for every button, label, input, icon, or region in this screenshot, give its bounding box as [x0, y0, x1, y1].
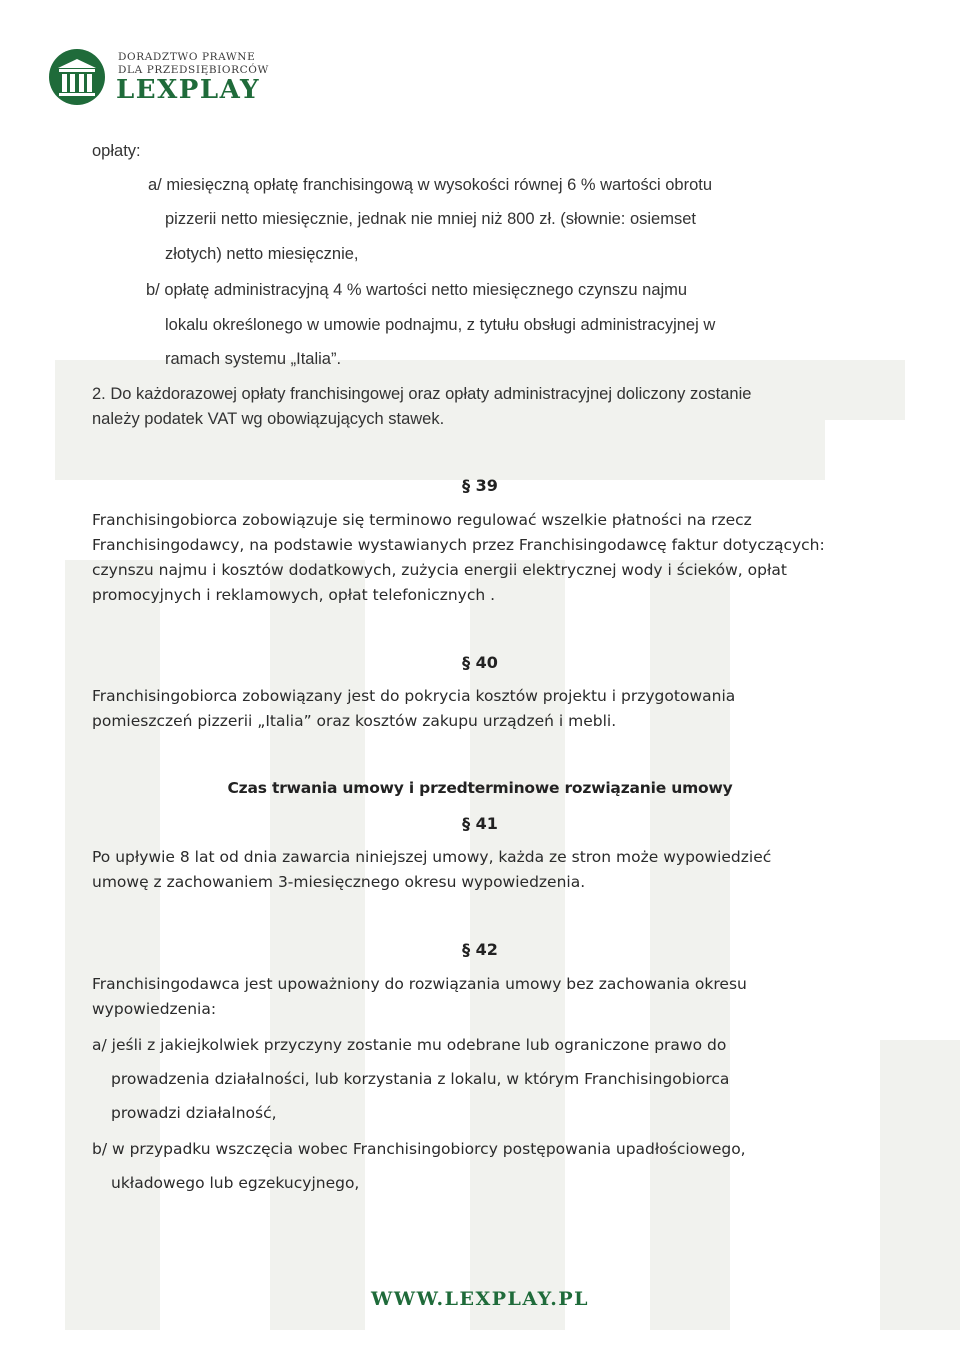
logo-tagline-1: DORADZTWO PRAWNE — [118, 51, 256, 63]
section-41-title: § 41 — [462, 814, 498, 833]
chapter-heading: Czas trwania umowy i przedterminowe rozwiązanie umowy — [227, 779, 733, 797]
section-39-line-4: promocyjnych i reklamowych, opłat telefonicznych . — [92, 586, 496, 604]
section-42-b-line-1: b/ w przypadku wszczęcia wobec Franchisingobiorcy postępowania upadłościowego, — [92, 1140, 746, 1158]
section-42-a-line-1: a/ jeśli z jakiejkolwiek przyczyny zostanie mu odebrane lub ograniczone prawo do — [92, 1036, 727, 1054]
section-42-line-2: wypowiedzenia: — [92, 1000, 217, 1018]
fee-a-line-1: a/ miesięczną opłatę franchisingową w wysokości równej 6 % wartości obrotu — [148, 176, 713, 194]
section-42-a-line-3: prowadzi działalność, — [111, 1104, 277, 1122]
fee-a-line-2: pizzerii netto miesięcznie, jednak nie mniej niż 800 zł. (słownie: osiemset — [165, 210, 696, 228]
fee-b-line-1: b/ opłatę administracyjną 4 % wartości netto miesięcznego czynszu najmu — [146, 281, 688, 299]
fees-intro: opłaty: — [92, 142, 141, 160]
section-42-line-1: Franchisingodawca jest upoważniony do rozwiązania umowy bez zachowania okresu — [92, 975, 747, 993]
section-39-line-1: Franchisingobiorca zobowiązuje się terminowo regulować wszelkie płatności na rzecz — [92, 511, 752, 529]
logo-brand-name: LEXPLAY — [116, 75, 261, 105]
logo-tagline-2: DLA PRZEDSIĘBIORCÓW — [118, 64, 269, 76]
section-40-line-1: Franchisingobiorca zobowiązany jest do pokrycia kosztów projektu i przygotowania — [92, 687, 736, 705]
point-2-line-2: należy podatek VAT wg obowiązujących stawek. — [92, 410, 445, 428]
section-39-line-3: czynszu najmu i kosztów dodatkowych, zużycia energii elektrycznej wody i ścieków, opłat — [92, 561, 787, 579]
fee-b-line-3: ramach systemu „Italia”. — [165, 350, 342, 368]
section-39-line-2: Franchisingodawcy, na podstawie wystawianych przez Franchisingodawcę faktur dotyczących: — [92, 536, 825, 554]
fee-b-line-2: lokalu określonego w umowie podnajmu, z tytułu obsługi administracyjnej w — [165, 316, 716, 334]
footer-website-link[interactable]: WWW.LEXPLAY.PL — [370, 1288, 590, 1310]
fee-a-line-3: złotych) netto miesięcznie, — [165, 245, 359, 263]
section-42-a-line-2: prowadzenia działalności, lub korzystania z lokalu, w którym Franchisingobiorca — [111, 1070, 730, 1088]
section-40-title: § 40 — [462, 653, 498, 672]
section-42-title: § 42 — [462, 940, 498, 959]
section-42-b-line-2: układowego lub egzekucyjnego, — [111, 1174, 360, 1192]
section-40-line-2: pomieszczeń pizzerii „Italia” oraz kosztów zakupu urządzeń i mebli. — [92, 712, 617, 730]
point-2-line-1: 2. Do każdorazowej opłaty franchisingowej oraz opłaty administracyjnej doliczony zostanie — [92, 385, 752, 403]
section-41-line-1: Po upływie 8 lat od dnia zawarcia niniejszej umowy, każda ze stron może wypowiedzieć — [92, 848, 772, 866]
section-39-title: § 39 — [462, 476, 498, 495]
company-logo — [48, 48, 269, 110]
pillars-logo-icon — [48, 48, 106, 106]
section-41-line-2: umowę z zachowaniem 3-miesięcznego okresu wypowiedzenia. — [92, 873, 586, 891]
